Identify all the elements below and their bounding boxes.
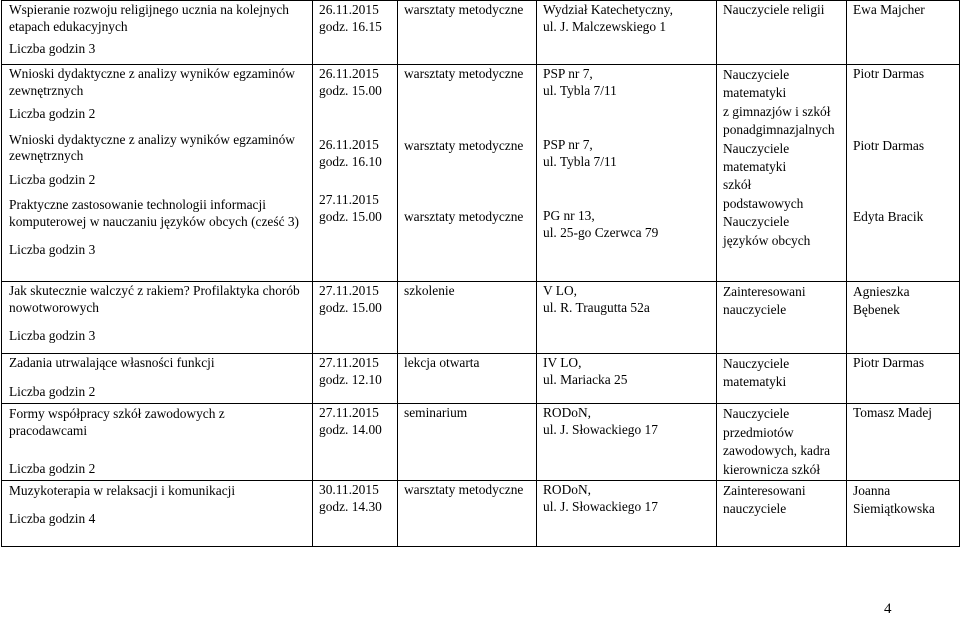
topic-title: Zadania utrwalające własności funkcji — [9, 355, 215, 370]
audience-line: matematyki — [723, 85, 787, 101]
form-cell — [398, 282, 537, 354]
place-address: ul. J. Słowackiego 17 — [543, 421, 658, 437]
leader-name: Joanna — [853, 483, 891, 498]
form: lekcja otwarta — [404, 355, 480, 370]
place-address: ul. Tybla 7/11 — [543, 153, 617, 169]
time: godz. 16.15 — [319, 18, 382, 34]
leader-cell — [847, 481, 960, 547]
date: 26.11.2015 — [319, 66, 379, 81]
place-name: PSP nr 7, — [543, 137, 593, 152]
hours-label: Liczba godzin 3 — [9, 328, 96, 343]
place-name: RODoN, — [543, 482, 591, 497]
topic-cell — [2, 282, 313, 354]
date-cell — [313, 1, 398, 65]
topic-title: Wnioski dydaktyczne z analizy wyników egzaminów zewnętrznych — [9, 66, 295, 98]
audience-line: Nauczyciele — [723, 406, 790, 421]
hours-label: Liczba godzin 4 — [9, 511, 96, 526]
topic-title: Muzykoterapia w relaksacji i komunikacji — [9, 483, 236, 498]
place-name: V LO, — [543, 283, 577, 298]
audience-line: zawodowych, kadra — [723, 443, 831, 458]
topic-title: Praktyczne zastosowanie technologii informacji komputerowej w nauczaniu języków obcych (cześć 3) — [9, 197, 300, 229]
audience-line: Zainteresowani — [723, 284, 806, 299]
table-row — [2, 1, 960, 65]
hours-label: Liczba godzin 2 — [9, 383, 96, 399]
audience-line: podstawowych — [723, 195, 804, 211]
place-cell — [537, 282, 717, 354]
audience-line: Nauczyciele — [723, 356, 790, 371]
time: godz. 15.00 — [319, 82, 382, 98]
form: warsztaty metodyczne — [404, 2, 524, 17]
place-cell — [537, 354, 717, 404]
leader-cell — [847, 65, 960, 282]
training-schedule-table — [1, 0, 960, 547]
leader-name: Piotr Darmas — [853, 355, 925, 370]
audience-line: Nauczyciele — [723, 140, 790, 156]
table-row — [2, 481, 960, 547]
place-cell — [537, 404, 717, 481]
form: warsztaty metodyczne — [404, 482, 524, 497]
place-address: ul. 25-go Czerwca 79 — [543, 224, 659, 240]
time: godz. 16.10 — [319, 153, 382, 169]
form-cell — [398, 65, 537, 282]
topic-cell — [2, 404, 313, 481]
date: 30.11.2015 — [319, 482, 379, 497]
leader-name: Edyta Bracik — [853, 209, 924, 224]
leader-name: Piotr Darmas — [853, 137, 925, 153]
date: 27.11.2015 — [319, 283, 379, 298]
date: 27.11.2015 — [319, 192, 379, 207]
audience-line: przedmiotów — [723, 424, 794, 440]
audience-line: nauczyciele — [723, 501, 787, 516]
time: godz. 12.10 — [319, 371, 382, 387]
date: 27.11.2015 — [319, 405, 379, 420]
leader-cell — [847, 282, 960, 354]
form-cell — [398, 481, 537, 547]
date-cell — [313, 481, 398, 547]
audience-cell — [717, 354, 847, 404]
place-cell — [537, 1, 717, 65]
place-address: ul. R. Traugutta 52a — [543, 299, 650, 315]
audience-line: matematyki — [723, 374, 787, 389]
place-address: ul. Tybla 7/11 — [543, 82, 617, 98]
form-cell — [398, 404, 537, 481]
form-cell — [398, 354, 537, 404]
audience-line: języków obcych — [723, 232, 811, 248]
audience-cell — [717, 404, 847, 481]
date-cell — [313, 282, 398, 354]
table-row — [2, 354, 960, 404]
audience-cell — [717, 481, 847, 547]
date-cell — [313, 404, 398, 481]
topic-cell — [2, 65, 313, 282]
audience-line: nauczyciele — [723, 302, 787, 317]
place-cell — [537, 65, 717, 282]
audience-line: z gimnazjów i szkół — [723, 103, 831, 119]
leader-cell — [847, 354, 960, 404]
date-cell — [313, 354, 398, 404]
form: warsztaty metodyczne — [404, 66, 524, 81]
hours-label: Liczba godzin 2 — [9, 171, 96, 187]
form: warsztaty metodyczne — [404, 209, 524, 224]
audience-line: Nauczyciele religii — [723, 2, 825, 17]
topic-title: Formy współpracy szkół zawodowych z pracodawcami — [9, 406, 225, 438]
time: godz. 15.00 — [319, 208, 382, 224]
leader-name: Ewa Majcher — [853, 2, 925, 17]
date: 26.11.2015 — [319, 2, 379, 17]
topic-cell — [2, 354, 313, 404]
date-cell — [313, 65, 398, 282]
hours-label: Liczba godzin 2 — [9, 461, 96, 476]
form: warsztaty metodyczne — [404, 137, 524, 153]
topic-cell — [2, 1, 313, 65]
table-row — [2, 404, 960, 481]
place-name: RODoN, — [543, 405, 591, 420]
time: godz. 14.30 — [319, 498, 382, 514]
date: 27.11.2015 — [319, 355, 379, 370]
form: seminarium — [404, 405, 468, 420]
time: godz. 15.00 — [319, 299, 382, 315]
place-address: ul. J. Słowackiego 17 — [543, 498, 658, 514]
date: 26.11.2015 — [319, 137, 379, 152]
audience-line: szkół — [723, 177, 752, 193]
topic-title: Jak skutecznie walczyć z rakiem? Profilaktyka chorób nowotworowych — [9, 283, 300, 315]
audience-line: ponadgimnazjalnych — [723, 122, 835, 138]
place-name: IV LO, — [543, 355, 582, 370]
table-row — [2, 65, 960, 282]
leader-name: Piotr Darmas — [853, 66, 925, 81]
leader-name: Tomasz Madej — [853, 405, 933, 420]
hours-label: Liczba godzin 3 — [9, 41, 96, 56]
leader-name: Siemiątkowska — [853, 501, 935, 516]
leader-name: Bębenek — [853, 302, 900, 317]
hours-label: Liczba godzin 3 — [9, 242, 96, 257]
leader-cell — [847, 1, 960, 65]
leader-cell — [847, 404, 960, 481]
place-name: PSP nr 7, — [543, 66, 593, 81]
audience-line: matematyki — [723, 159, 787, 175]
audience-cell — [717, 65, 847, 282]
topic-cell — [2, 481, 313, 547]
place-address: ul. Mariacka 25 — [543, 371, 628, 387]
place-cell — [537, 481, 717, 547]
audience-cell — [717, 282, 847, 354]
form: szkolenie — [404, 283, 455, 298]
form-cell — [398, 1, 537, 65]
page-number: 4 — [884, 601, 892, 617]
place-name: Wydział Katechetyczny, — [543, 2, 673, 17]
topic-title: Wspieranie rozwoju religijnego ucznia na kolejnych etapach edukacyjnych — [9, 2, 289, 34]
hours-label: Liczba godzin 2 — [9, 106, 96, 121]
audience-line: Nauczyciele — [723, 67, 790, 82]
topic-title: Wnioski dydaktyczne z analizy wyników egzaminów zewnętrznych — [9, 131, 295, 163]
place-address: ul. J. Malczewskiego 1 — [543, 18, 667, 34]
table-row — [2, 282, 960, 354]
audience-line: kierownicza szkół — [723, 461, 821, 477]
audience-line: Nauczyciele — [723, 214, 790, 230]
place-name: PG nr 13, — [543, 208, 595, 223]
leader-name: Agnieszka — [853, 284, 910, 299]
audience-cell — [717, 1, 847, 65]
audience-line: Zainteresowani — [723, 483, 806, 498]
time: godz. 14.00 — [319, 421, 382, 437]
